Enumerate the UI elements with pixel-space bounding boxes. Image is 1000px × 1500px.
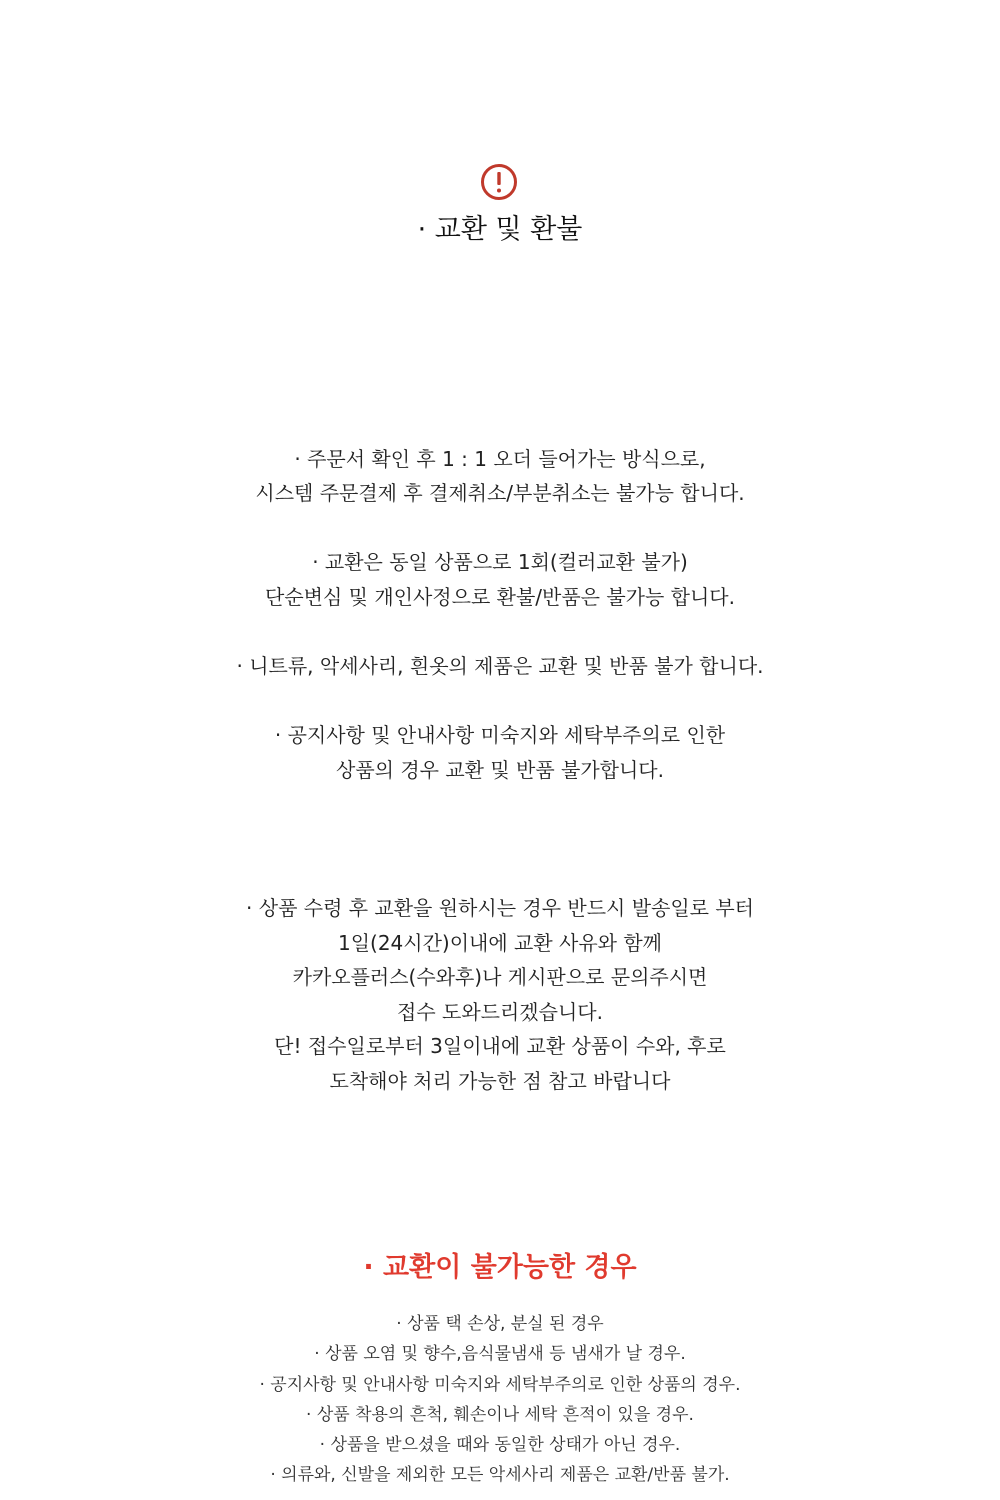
section-title-exchange-refund: · 교환 및 환불: [417, 214, 583, 245]
exclamation-circle-icon: [480, 163, 518, 201]
exchange-line: 1일(24시간)이내에 교환 사유와 함께: [337, 931, 662, 955]
policy-line: 시스템 주문결제 후 결제취소/부분취소는 불가능 합니다.: [255, 481, 745, 505]
policy-line: 단순변심 및 개인사정으로 환불/반품은 불가능 합니다.: [265, 585, 735, 609]
not-allowed-item: · 상품을 받으셨을 때와 동일한 상태가 아닌 경우.: [319, 1435, 681, 1455]
policy-line: · 교환은 동일 상품으로 1회(컬러교환 불가): [312, 550, 688, 574]
policy-line: · 공지사항 및 안내사항 미숙지와 세탁부주의로 인한: [274, 723, 726, 747]
not-allowed-item: · 상품 택 손상, 분실 된 경우: [396, 1314, 604, 1334]
not-allowed-item: · 의류와, 신발을 제외한 모든 악세사리 제품은 교환/반품 불가.: [270, 1465, 730, 1485]
exchange-line: 접수 도와드리겠습니다.: [397, 1000, 603, 1024]
section-title-not-allowed: · 교환이 불가능한 경우: [363, 1252, 637, 1283]
not-allowed-item: · 상품 착용의 흔척, 훼손이나 세탁 흔적이 있을 경우.: [306, 1405, 694, 1425]
not-allowed-item: · 공지사항 및 안내사항 미숙지와 세탁부주의로 인한 상품의 경우.: [259, 1375, 741, 1395]
exchange-line: · 상품 수령 후 교환을 원하시는 경우 반드시 발송일로 부터: [246, 896, 754, 920]
exchange-line: 도착해야 처리 가능한 점 참고 바랍니다: [329, 1069, 671, 1093]
policy-line: 상품의 경우 교환 및 반품 불가합니다.: [336, 758, 664, 782]
policy-line: · 니트류, 악세사리, 흰옷의 제품은 교환 및 반품 불가 합니다.: [236, 654, 764, 678]
policy-line: · 주문서 확인 후 1 : 1 오더 들어가는 방식으로,: [294, 447, 706, 471]
exchange-line: 단! 접수일로부터 3일이내에 교환 상품이 수와, 후로: [274, 1034, 726, 1058]
not-allowed-item: · 상품 오염 및 향수,음식물냄새 등 냄새가 날 경우.: [314, 1344, 686, 1364]
exchange-line: 카카오플러스(수와후)나 게시판으로 문의주시면: [292, 965, 708, 989]
